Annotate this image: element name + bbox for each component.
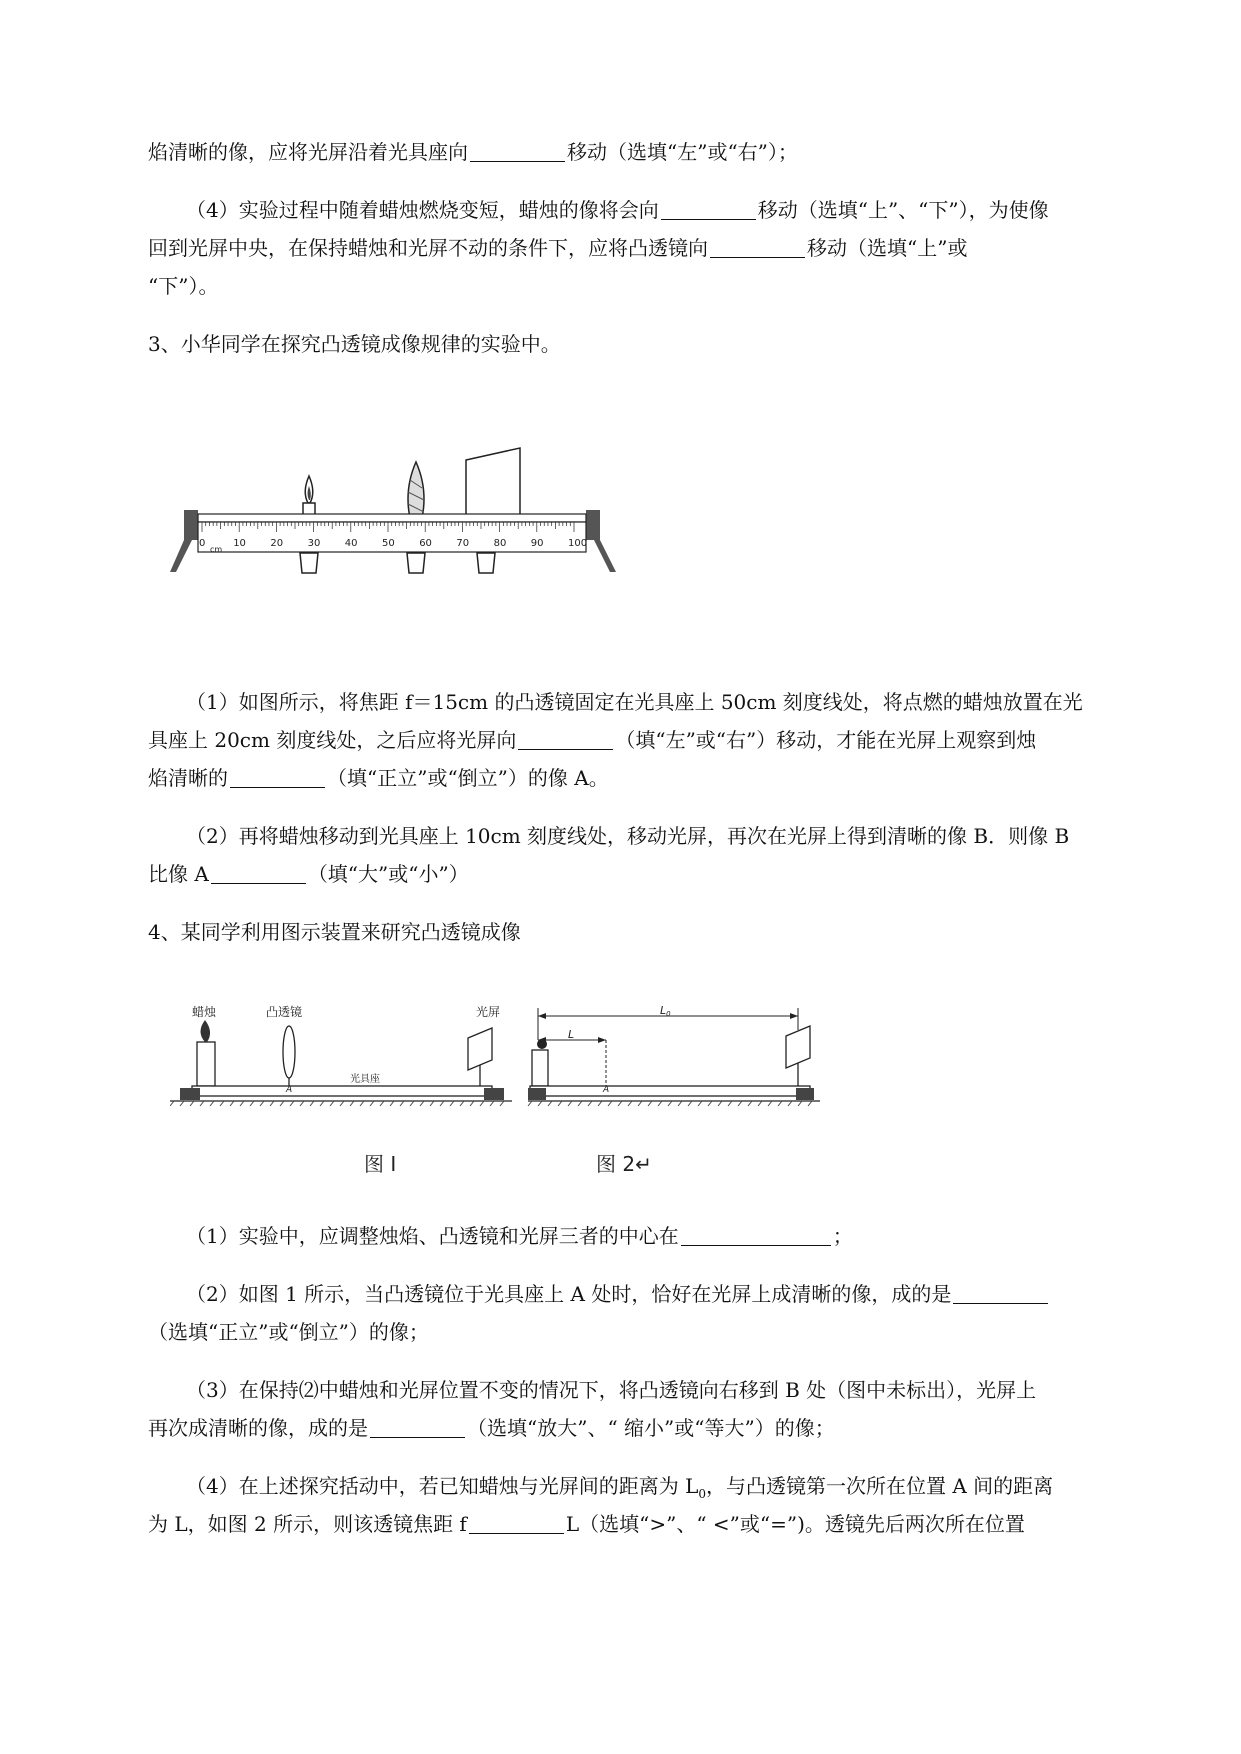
text: 焰清晰的 [148,766,228,790]
figure-1-caption: 图 I [364,1152,397,1176]
answer-blank[interactable] [230,767,325,788]
text: 3、小华同学在探究凸透镜成像规律的实验中。 [148,332,561,356]
bench-tick-label: 50 [382,538,395,549]
figure-1-2 [170,1000,890,1160]
text: 焰清晰的像，应将光屏沿着光具座向 [148,140,468,164]
text: 移动（选填“左”或“右”）； [567,140,798,164]
text: L（选填“>”、“ <”或“=”)。透镜先后两次所在位置 [565,1512,1025,1536]
text-line [148,138,798,166]
distance-l-label: L [568,1028,575,1041]
point-a-label: A [603,1085,610,1095]
answer-blank[interactable] [469,1513,564,1534]
bench [192,1086,492,1096]
figure-2-caption: 图 2↵ [596,1152,652,1176]
light-screen-icon [786,1026,810,1086]
optical-bench-figure [170,440,690,640]
bench-right-base [484,1088,504,1100]
text: 比像 A [148,862,209,886]
text: （填“大”或“小”） [307,862,469,886]
light-screen-icon [466,448,520,573]
text: 再次成清晰的像，成的是 [148,1416,368,1440]
answer-blank[interactable] [518,729,613,750]
text: ； [832,1224,853,1248]
text: （3）在保持⑵中蜡烛和光屏位置不变的情况下，将凸透镜向右移到 B 处（图中未标出），光屏上 [186,1378,1037,1402]
bench-tick-label: 30 [307,538,321,549]
bench-tick-label: 100 [568,538,588,549]
text-line [186,688,1083,716]
bench-tick-label: 20 [270,538,284,549]
bench-left-end [184,510,198,540]
text: 移动（选填“上”或 [807,236,968,260]
answer-blank[interactable] [681,1225,831,1246]
text: （4）实验过程中随着蜡烛燃烧变短，蜡烛的像将会向 [186,198,659,222]
point-a-label: A [286,1085,293,1095]
text-line [148,1318,429,1346]
answer-blank[interactable] [953,1283,1048,1304]
text: “下”）。 [148,274,219,298]
question-3-title [148,330,561,358]
text: （1）实验中，应调整烛焰、凸透镜和光屏三者的中心在 [186,1224,679,1248]
text-line [148,234,967,262]
answer-blank[interactable] [710,237,805,258]
ground-hatching [170,1101,504,1106]
text-line [148,1414,835,1442]
text-line [186,196,1049,224]
text: （填“正立”或“倒立”）的像 A。 [327,766,609,790]
figure-1 [170,1004,512,1106]
text-line [148,272,218,300]
bench [530,1086,810,1096]
text-line [148,1510,1025,1538]
bench-tick-label: 10 [233,538,246,549]
screen-label: 光屏 [476,1005,501,1019]
ground-hatching [528,1101,812,1106]
text: 具座上 20cm 刻度线处，之后应将光屏向 [148,728,517,752]
bench-tick-label: 70 [456,538,470,549]
bench-rail [198,514,586,522]
text: （4）在上述探究括动中，若已知蜡烛与光屏间的距离为 L [186,1474,699,1498]
candle-label: 蜡烛 [192,1005,217,1019]
answer-blank[interactable] [470,141,565,162]
answer-blank[interactable] [370,1417,465,1438]
text: 为 L，如图 2 所示，则该透镜焦距 f [148,1512,467,1536]
text: （1）如图所示，将焦距 f＝15cm 的凸透镜固定在光具座上 50cm 刻度线处，将点燃的蜡烛放置在光 [186,690,1083,714]
text: （选填“放大”、“ 缩小”或“等大”）的像； [467,1416,835,1440]
text: ，与凸透镜第一次所在位置 A 间的距离 [706,1474,1054,1498]
light-screen-icon [468,1028,492,1086]
text: （选填“正立”或“倒立”）的像； [148,1320,429,1344]
bench-tick-label: 0 [199,538,206,549]
candle-icon [532,1039,548,1086]
text: （填“左”或“右”）移动，才能在光屏上观察到烛 [615,728,1037,752]
question-4-title [148,918,521,946]
bench-left-leg [170,540,192,572]
text: （2）如图 1 所示，当凸透镜位于光具座上 A 处时，恰好在光屏上成清晰的像，成的是 [186,1282,952,1306]
candle-icon [197,1020,215,1086]
text-line [186,1472,1053,1508]
bench-label: 光具座 [350,1074,380,1085]
lens-label: 凸透镜 [266,1005,303,1019]
answer-blank[interactable] [211,863,306,884]
text-line [186,1280,1050,1308]
bench-tick-label: 90 [530,538,544,549]
bench-tick-label: 80 [493,538,507,549]
distance-l0-label: L0 [660,1004,671,1018]
text-line [186,1222,853,1250]
bench-unit-label: cm [210,545,223,554]
bench-tick-label: 60 [419,538,432,549]
convex-lens-icon [283,1026,295,1090]
bench-right-leg [594,540,616,572]
text: 回到光屏中央，在保持蜡烛和光屏不动的条件下，应将凸透镜向 [148,236,708,260]
text: 4、某同学利用图示装置来研究凸透镜成像 [148,920,521,944]
bench-right-end [586,510,600,540]
text: （2）再将蜡烛移动到光具座上 10cm 刻度线处，移动光屏，再次在光屏上得到清晰的像 B．则像 B [186,824,1070,848]
text-line [148,726,1036,754]
text-line [148,860,469,888]
subscript: 0 [698,1487,707,1501]
text-line [186,1376,1036,1404]
bench-tick-label: 40 [344,538,358,549]
text: 移动（选填“上”、“下”），为使像 [757,198,1049,222]
bench-left-base [180,1088,200,1100]
figure-2 [528,1004,820,1106]
text-line [186,822,1069,850]
answer-blank[interactable] [661,199,756,220]
text-line [148,764,609,792]
